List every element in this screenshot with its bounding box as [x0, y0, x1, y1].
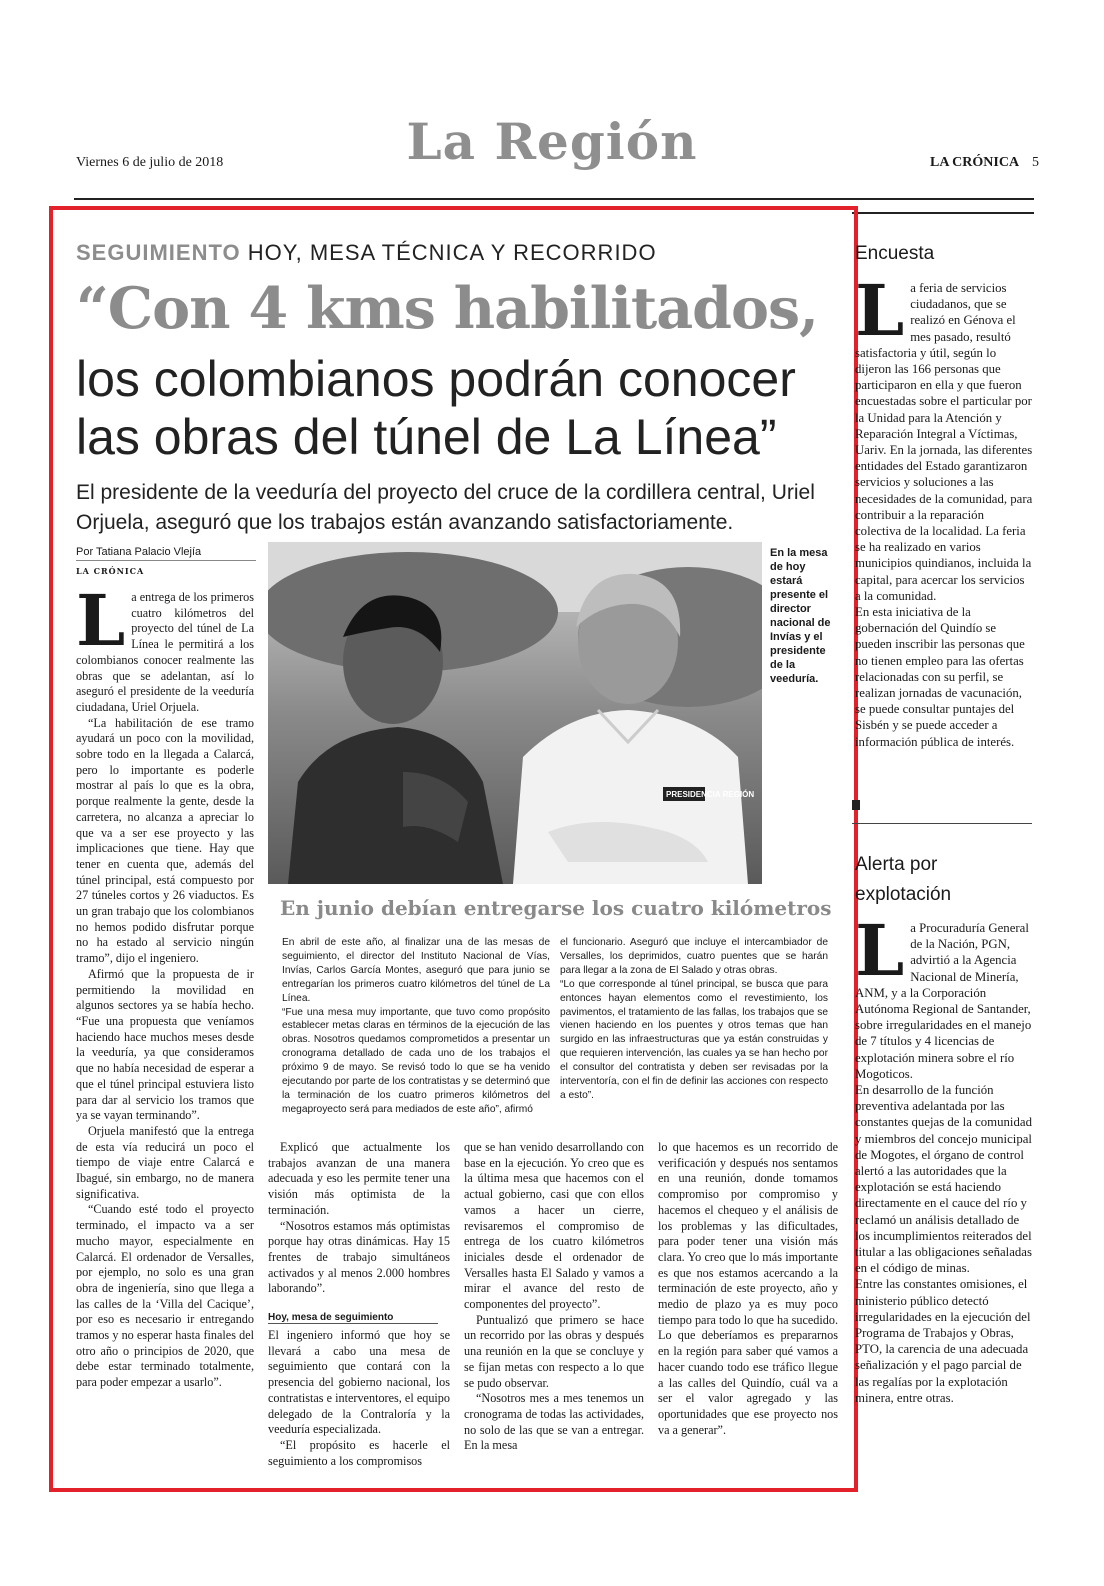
sidebar-top-rule [852, 212, 1034, 214]
paragraph: “La habilitación de ese tramo ayudará un poco con la movilidad, sobre todo en la llegada a Calarcá, pero lo importante es poderle mostrar al país lo que es la obra, porque realmente la gente, desde la carretera, no alcanza a apreciar lo que va a ser ese proyecto y las implicaciones que tiene. Hay que tener en cuenta que, además del túnel principal, está compuesto por 27 túneles cortos y 26 viaductos. Es un gran trabajo que los colombianos no hemos podido disfrutar porque no ha estado al servicio ningún tramo”, dijo el ingeniero. [76, 715, 254, 966]
kicker-text: HOY, MESA TÉCNICA Y RECORRIDO [247, 240, 657, 265]
box-subhead: En junio debían entregarse los cuatro kilómetros [280, 896, 832, 920]
section-masthead: La Región [406, 112, 698, 171]
box-column-a [282, 936, 550, 1117]
article-column-2 [268, 1140, 450, 1297]
sidebar-encuesta-title: Encuesta [855, 243, 935, 264]
paragraph: el funcionario. Aseguró que incluye el intercambiador de Versalles, los deprimidos, cuatro puentes que se harán para llegar a la zona de El Salado y otras obras. [560, 937, 828, 976]
photo-caption: En la mesa de hoy estará presente el director nacional de Invías y el presidente de la veeduría. [770, 547, 831, 685]
paragraph: Puntualizó que primero se hace un recorrido por las obras y después una reunión en la que se concluye y se fijan metas con respecto a lo que se pudo observar. [464, 1312, 644, 1390]
headline-bold: “Con 4 kms habilitados, [76, 275, 818, 342]
article-column-4 [658, 1140, 838, 1438]
article-column-3 [464, 1140, 644, 1454]
article-column-2b [268, 1328, 450, 1469]
end-mark [852, 800, 860, 810]
section-label: Hoy, mesa de seguimiento [268, 1312, 438, 1324]
sidebar-alerta-title: Alerta por explotación [855, 854, 952, 905]
paragraph: En abril de este año, al finalizar una de las mesas de seguimiento, el director del Instituto Nacional de Vías, Invías, Carlos García Montes, aseguró que para junio se entregarían los primeros cuatro kilómetros del túnel de La Línea. [282, 937, 550, 1004]
paragraph: En esta iniciativa de la gobernación del Quindío se pueden inscribir las personas que no tienen empleo para las ofertas relacionadas con su perfil, se realizan jornadas de vacunación, se puede consultar puntajes del Sisbén y se puede acceder a información pública de interés. [855, 605, 1025, 749]
paragraph: a entrega de los primeros cuatro kilómetros del proyecto del túnel de La Línea le permitirá a los colombianos conocer realmente las obras que se adelantan, así lo aseguró el presidente de la veeduría ciudadana, Uriel Orjuela. [76, 590, 254, 714]
page-number: 5 [1032, 155, 1039, 170]
paragraph: lo que hacemos es un recorrido de verificación y después nos sentamos en una reunión, donde tomamos compromiso por compromiso y hacemos el chequeo y el análisis de los problemas y las dificultades, para poder tener una visión más clara. Yo creo que lo más importante es que nos estamos acercando a la terminación de este proyecto, año y medio de plazo ya es muy poco tiempo para todo lo que ha sucedido. Lo que deberíamos es prepararnos en la región para saber qué vamos a hacer cuando todo ese tráfico llegue a las calles del Quindío, cuál va a ser el valor agregado y las oportunidades que ese proyecto nos va a generar”. [658, 1140, 838, 1437]
edition-date: Viernes 6 de julio de 2018 [76, 155, 224, 170]
kicker-label: SEGUIMIENTO [76, 240, 241, 265]
drop-cap: L [855, 909, 905, 992]
article-deck: El presidente de la veeduría del proyecto del cruce de la cordillera central, Uriel Orjuela, aseguró que los trabajos están avanzando satisfactoriamente. [76, 481, 815, 534]
article-column-1 [76, 579, 254, 1391]
paragraph: Entre las constantes omisiones, el ministerio público detectó irregularidades en la ejecución del Programa de Trabajos y Obras, PTO, la carencia de una adecuada señalización y el pago parcial de las regalías por la explotación minera, entre otras. [855, 1277, 1031, 1405]
paragraph: Explicó que actualmente los trabajos avanzan de una manera adecuada y eso les permite tener una visión más optimista de la terminación. [268, 1140, 450, 1217]
paragraph: El ingeniero informó que hoy se llevará a cabo una mesa de seguimiento que contará con la presencia del gobierno nacional, los contratistas e interventores, el equipo delegado de la Contraloría y la veeduría especializada. [268, 1328, 450, 1437]
drop-cap: L [855, 269, 905, 352]
sidebar-divider [852, 823, 1032, 824]
headline-light: los colombianos podrán conocer las obras del túnel de La Línea” [76, 351, 796, 465]
box-column-b [560, 936, 828, 1103]
header-rule [74, 198, 1034, 200]
paragraph: “Lo que corresponde al túnel principal, se busca que para entonces hayan elementos como el revestimiento, los pavimentos, el tratamiento de las fallas, los trabajos que se vienen haciendo en los puentes y otros temas que han surgido en las infraestructuras que ya están construidas y que requieren intervención, las cuales ya se han hecho por el consultor del contratista y deben ser revisadas por la interventoría, con el fin de definir las acciones con respecto a esto”. [560, 978, 828, 1101]
article-photo [268, 542, 762, 884]
byline: Por Tatiana Palacio Vlejía [76, 546, 256, 561]
paragraph: que se han venido desarrollando con base en la ejecución. Yo creo que es la última mesa que hacemos con el actual gobierno, casi que con ellos vamos a hacer un cierre, revisaremos el compromiso de entrega de los cuatro kilómetros iniciales desde el ordenador de Versalles hasta El Salado y vamos a mirar el avance del resto de componentes del proyecto”. [464, 1140, 644, 1312]
paragraph: “Nosotros estamos más optimistas porque hay otras dinámicas. Hay 15 frentes de trabajo simultáneos activados y al menos 2.000 hombres laborando”. [268, 1218, 450, 1296]
shirt-logo: PRESIDENCIA REGIÓN [666, 790, 755, 799]
newspaper-brand: LA CRÓNICA [930, 155, 1020, 170]
paragraph: a feria de servicios ciudadanos, que se realizó en Génova el mes pasado, resultó satisfactoria y útil, según lo dijeron las 166 personas que participaron en ella y que fueron encuestadas sobre el particular por la Unidad para la Atención y Reparación Integral a Víctimas, Uariv. En la jornada, las diferentes entidades del Estado garantizaron servicios y soluciones a las necesidades de la comunidad, para contribuir a la reparación colectiva de la localidad. La feria se ha realizado en varios municipios quindianos, incluida la capital, para acercar los servicios a la comunidad. [855, 281, 1033, 603]
byline-source: LA CRÓNICA [76, 566, 145, 576]
drop-cap: L [76, 579, 126, 662]
paragraph: “Cuando esté todo el proyecto terminado, el impacto va a ser mucho mayor, especialmente en Calarcá. El ordenador de Versalles, por ejemplo, no solo es una gran obra de ingeniería, sino que llega a las calles de la ‘Villa del Cacique’, por eso es necesario ir entregando tramos y no esperar hasta finales del otro año o principios de 2020, que debe estar terminado totalmente, para poder empezar a usarlo”. [76, 1202, 254, 1390]
sidebar-encuesta-body [855, 269, 1033, 750]
paragraph: “Fue una mesa muy importante, que tuvo como propósito establecer metas claras en términos de la ejecución de las obras. Nosotros quedamos comprometidos a presentar un cronograma detallado de cada uno de los trabajos el próximo 9 de mayo. Se revisó todo lo que se ha venido ejecutando por parte de los contratistas y se determinó que la terminación de los cuatro primeros kilómetros del megaproyecto será para mediados de este año”, afirmó [282, 1006, 550, 1115]
paragraph: Afirmó que la propuesta de ir permitiendo la movilidad en algunos sectores ya se había hecho. “Fue una propuesta que veníamos haciendo hace muchos meses desde la veeduría, ya que consideramos que no había necesidad de esperar a que el túnel principal estuviera listo para dar al servicio los tramos que ya se vayan terminando”. [76, 966, 254, 1123]
paragraph: a Procuraduría General de la Nación, PGN, advirtió a la Agencia Nacional de Minería, ANM, y a la Corporación Autónoma Regional de Santander, sobre irregularidades en el manejo de 7 títulos y 4 licencias de explotación minera sobre el río Mogoticos. [855, 921, 1032, 1081]
article-kicker [76, 240, 657, 266]
sidebar-alerta-body [855, 909, 1033, 1406]
paragraph: “El propósito es hacerle el seguimiento a los compromisos [268, 1437, 450, 1468]
photo-illustration [268, 542, 762, 884]
paragraph: En desarrollo de la función preventiva adelantada por las constantes quejas de la comunidad y miembros del concejo municipal de Mogotes, el órgano de control alertó a las autoridades que la explotación se está haciendo directamente en el cauce del río y reclamó un análisis detallado de los incumplimientos reiterados del titular a las obligaciones señaladas en el código de minas. [855, 1083, 1032, 1276]
paragraph: “Nosotros mes a mes tenemos un cronograma de todas las actividades, no solo de las que se van a entregar. En la mesa [464, 1391, 644, 1453]
paragraph: Orjuela manifestó que la entrega de esta vía reducirá un poco el tiempo de viaje entre Calarcá e Ibagué, sin embargo, no de manera significativa. [76, 1123, 254, 1201]
